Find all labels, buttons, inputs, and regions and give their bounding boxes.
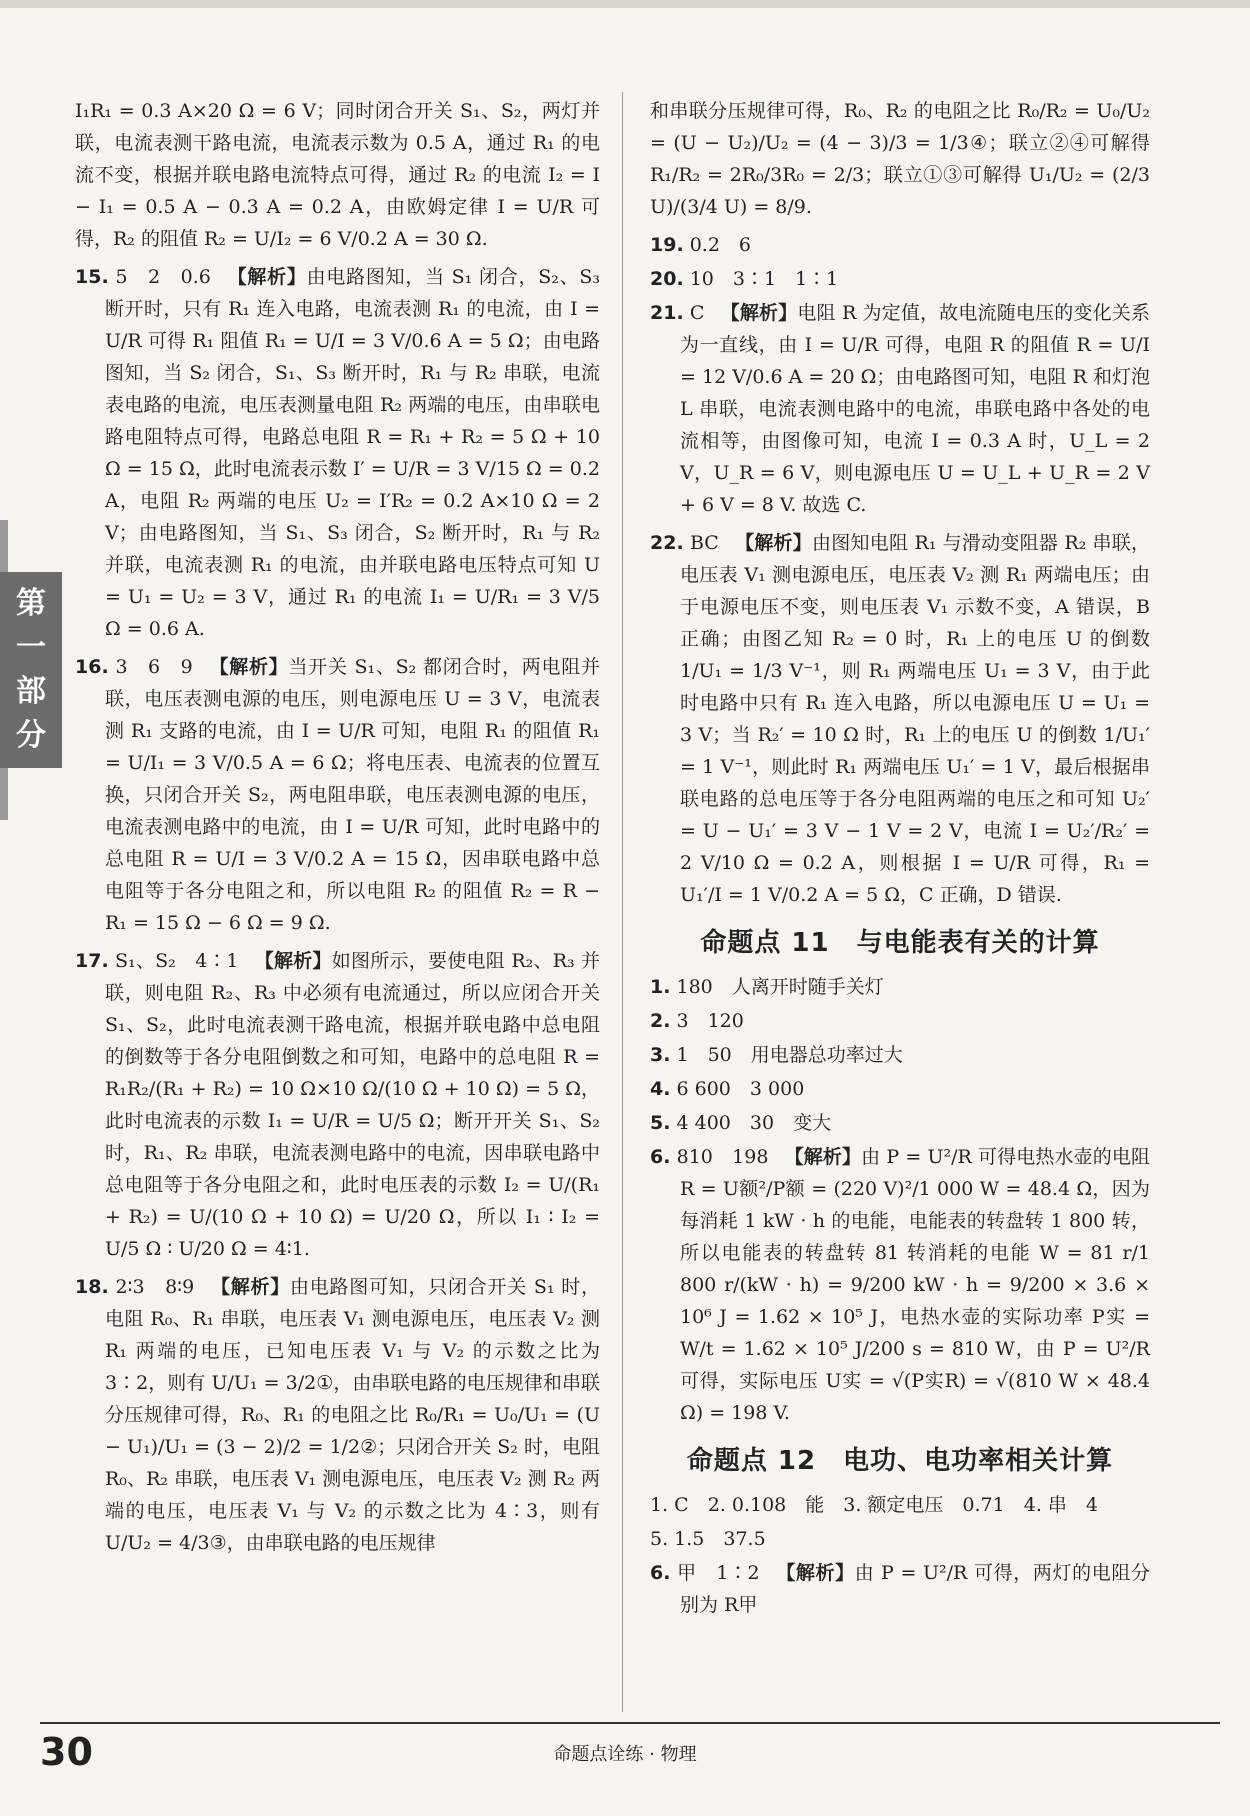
answer: 2∶3 8∶9 [115,1276,195,1298]
question-number: 1. [650,976,671,998]
answer: BC [689,532,719,554]
question-18 [75,1271,600,1559]
question-number: 6. [650,1146,671,1168]
answer: 1 50 用电器总功率过大 [676,1044,903,1066]
analysis-text: 由图知电阻 R₁ 与滑动变阻器 R₂ 串联，电压表 V₁ 测电源电压，电压表 V₂ 测 R₁ 两端电压；由于电源电压不变，则电压表 V₁ 示数不变，A 错误，B 正确；由图乙知 R₂ = 0 时，R₁ 上的电压 U 的倒数 1/U₁ = 1/3 V⁻¹，则 R₁ 两端电压 U₁ = 3 V，由于此时电路中只有 R₁ 连入电路，所以电源电压 U = U₁ = 3 V；当 R₂′ = 10 Ω 时，R₁ 上的电压 U 的倒数 1/U₁′ = 1 V⁻¹，则此时 R₁ 两端电压 U₁′ = 1 V，最后根据串联电路的总电压等于各分电阻两端的电压之和可知 U₂′ = U − U₁′ = 3 V − 1 V = 2 V，电流 I = U₂′/R₂′ = 2 V/10 Ω = 0.2 A，则根据 I = U/R 可得，R₁ = U₁′/I = 1 V/0.2 A = 5 Ω，C 正确，D 错误. [680,532,1150,906]
answer: S₁、S₂ 4∶1 [114,950,239,972]
question-number: 6. [650,1562,671,1584]
analysis-text: 由 P = U²/R 可得，两灯的电阻分别为 R甲 [680,1562,1150,1616]
question-number: 4. [650,1078,671,1100]
question-s12-6 [650,1557,1150,1621]
question-number: 20. [650,268,684,290]
list-item [650,1107,1150,1139]
question-number: 18. [75,1276,109,1298]
question-20 [650,263,1150,295]
question-22 [650,527,1150,911]
list-item [650,1039,1150,1071]
side-tab-char: 部 [16,674,46,709]
side-tab-char: 第 [16,586,46,621]
left-column [75,95,600,1565]
question-15 [75,261,600,645]
question-number: 5. [650,1112,671,1134]
answer: 6 600 3 000 [676,1078,805,1100]
answer: 0.2 6 [689,234,752,256]
answer-line: 1. C 2. 0.108 能 3. 额定电压 0.71 4. 串 4 [650,1494,1098,1516]
analysis-tag: 【解析】 [720,302,798,324]
side-tab-char: 一 [16,630,46,665]
list-item [650,971,1150,1003]
question-19 [650,229,1150,261]
analysis-tag: 【解析】 [784,1146,862,1168]
continued-paragraph: 和串联分压规律可得，R₀、R₂ 的电阻之比 R₀/R₂ = U₀/U₂ = (U − U₂)/U₂ = (4 − 3)/3 = 1/3④；联立②④可解得 R₁/R₂ = 2R₀/3R₀ = 2/3；联立①③可解得 U₁/U₂ = (2/3 U)/(3/4 U) = 8/9. [650,100,1150,218]
answer: 180 人离开时随手关灯 [676,976,884,998]
analysis-text: 当开关 S₁、S₂ 都闭合时，两电阻并联，电压表测电源的电压，则电源电压 U = 3 V，电流表测 R₁ 支路的电流，由 I = U/R 可知，电阻 R₁ 的阻值 R₁ = U/I₁ = 3 V/0.5 A = 6 Ω；将电压表、电流表的位置互换，只闭合开关 S₂，两电阻串联，电压表测电源的电压，电流表测电路中的电流，由 I = U/R 可知，此时电路中的总电阻 R = U/I = 3 V/0.2 A = 15 Ω，因串联电路中总电阻等于各分电阻之和，所以电阻 R₂ 的阻值 R₂ = R − R₁ = 15 Ω − 6 Ω = 9 Ω. [105,656,601,934]
question-number: 16. [75,656,109,678]
answer: 10 3∶1 1∶1 [689,268,839,290]
question-number: 17. [75,950,109,972]
analysis-text: 如图所示，要使电阻 R₂、R₃ 并联，则电阻 R₂、R₃ 中必须有电流通过，所以应闭合开关 S₁、S₂，此时电流表测干路电流，根据并联电路中总电阻的倒数等于各分电阻倒数之和可知，电路中的总电阻 R = R₁R₂/(R₁ + R₂) = 10 Ω×10 Ω/(10 Ω + 10 Ω) = 5 Ω，此时电流表的示数 I₁ = U/R = U/5 Ω；断开开关 S₁、S₂ 时，R₁、R₂ 串联，电流表测电路中的电流，因串联电路中总电阻等于各分电阻之和，此时电压表的示数 I₂ = U/(R₁ + R₂) = U/(10 Ω + 10 Ω) = U/20 Ω，所以 I₁ ∶ I₂ = U/5 Ω ∶ U/20 Ω = 4∶1. [105,950,600,1260]
answer: 4 400 30 变大 [676,1112,832,1134]
analysis-tag: 【解析】 [776,1562,855,1584]
side-tab-char: 分 [16,718,46,753]
question-number: 15. [75,266,109,288]
answer: 810 198 [676,1146,769,1168]
question-21 [650,297,1150,521]
question-number: 21. [650,302,684,324]
section-heading-12: 命题点 12 电功、电功率相关计算 [686,1446,1114,1476]
analysis-tag: 【解析】 [227,266,307,288]
answer-line: 5. 1.5 37.5 [650,1528,766,1550]
analysis-text: 由电路图知，当 S₁ 闭合，S₂、S₃ 断开时，只有 R₁ 连入电路，电流表测 R₁ 的电流，由 I = U/R 可得 R₁ 阻值 R₁ = U/I = 3 V/0.6 A = 5 Ω；由电路图知，当 S₂ 闭合，S₁、S₃ 断开时，R₁ 与 R₂ 串联，电流表电路的电流，电压表测量电阻 R₂ 两端的电压，由串联电路电阻特点可得，电路总电阻 R = R₁ + R₂ = 5 Ω + 10 Ω = 15 Ω，此时电流表示数 I′ = U/R = 3 V/15 Ω = 0.2 A，电阻 R₂ 两端的电压 U₂ = I′R₂ = 0.2 A×10 Ω = 2 V；由电路图知，当 S₁、S₃ 闭合，S₂ 断开时，R₁ 与 R₂ 并联，电流表测 R₁ 的电流，由并联电路电压特点可知 U = U₁ = U₂ = 3 V，通过 R₁ 的电流 I₁ = U/R₁ = 3 V/5 Ω = 0.6 A. [105,266,601,640]
question-s11-6 [650,1141,1150,1429]
question-17 [75,945,600,1265]
list-item [650,1005,1150,1037]
answer: C [689,302,705,324]
analysis-text: 由 P = U²/R 可得电热水壶的电阻 R = U额²/P额 = (220 V)²/1 000 W = 48.4 Ω，因为每消耗 1 kW · h 的电能，电能表的转盘转 1 800 转，所以电能表的转盘转 81 转消耗的电能 W = 81 r/1 800 r/(kW · h) = 9/200 kW · h = 9/200 × 3.6 × 10⁶ J = 1.62 × 10⁵ J，电热水壶的实际功率 P实 = W/t = 1.62 × 10⁵ J/200 s = 810 W，由 P = U²/R 可得，实际电压 U实 = √(P实R) = √(810 W × 48.4 Ω) = 198 V. [680,1146,1150,1424]
analysis-tag: 【解析】 [254,950,332,972]
answer: 3 6 9 [115,656,193,678]
side-tab [0,572,62,768]
page-top-edge [0,0,1250,8]
question-number: 19. [650,234,684,256]
answer: 5 2 0.6 [115,266,211,288]
section-heading-11: 命题点 11 与电能表有关的计算 [700,928,1100,958]
footer-title: 命题点诠练 · 物理 [553,1744,697,1765]
list-item [650,1073,1150,1105]
answer: 甲 1∶2 [677,1562,760,1584]
answer: 3 120 [676,1010,744,1032]
analysis-tag: 【解析】 [211,1276,291,1298]
analysis-text: 电阻 R 为定值，故电流随电压的变化关系为一直线，由 I = U/R 可得，电阻 R 的阻值 R = U/I = 12 V/0.6 A = 20 Ω；由电路图可知，电阻 R 和灯泡 L 串联，电流表测电路中的电流，串联电路中各处的电流相等，由图像可知，电流 I = 0.3 A 时，U_L = 2 V，U_R = 6 V，则电源电压 U = U_L + U_R = 2 V + 6 V = 8 V. 故选 C. [680,302,1150,516]
question-16 [75,651,600,939]
analysis-text: 由电路图可知，只闭合开关 S₁ 时，电阻 R₀、R₁ 串联，电压表 V₁ 测电源电压，电压表 V₂ 测 R₁ 两端的电压，已知电压表 V₁ 与 V₂ 的示数之比为 3∶2，则有 U/U₁ = 3/2①，由串联电路的电压规律和串联分压规律可得，R₀、R₁ 的电阻之比 R₀/R₁ = U₀/U₁ = (U − U₁)/U₁ = (3 − 2)/2 = 1/2②；只闭合开关 S₂ 时，电阻 R₀、R₂ 串联，电压表 V₁ 测电源电压，电压表 V₂ 测 R₂ 两端的电压，电压表 V₁ 与 V₂ 的示数之比为 4∶3，则有 U/U₂ = 4/3③，由串联电路的电压规律 [105,1276,600,1554]
analysis-tag: 【解析】 [209,656,289,678]
question-number: 2. [650,1010,671,1032]
continued-paragraph: I₁R₁ = 0.3 A×20 Ω = 6 V；同时闭合开关 S₁、S₂，两灯并联，电流表测干路电流，电流表示数为 0.5 A，通过 R₁ 的电流不变，根据并联电路电流特点可得，通过 R₂ 的电流 I₂ = I − I₁ = 0.5 A − 0.3 A = 0.2 A，由欧姆定律 I = U/R 可得，R₂ 的阻值 R₂ = U/I₂ = 6 V/0.2 A = 30 Ω. [75,100,600,250]
page-number: 30 [40,1730,93,1774]
question-number: 22. [650,532,684,554]
column-divider [622,92,623,1712]
footer-rule [40,1722,1220,1724]
analysis-tag: 【解析】 [735,532,813,554]
question-number: 3. [650,1044,671,1066]
right-column [650,95,1150,1627]
